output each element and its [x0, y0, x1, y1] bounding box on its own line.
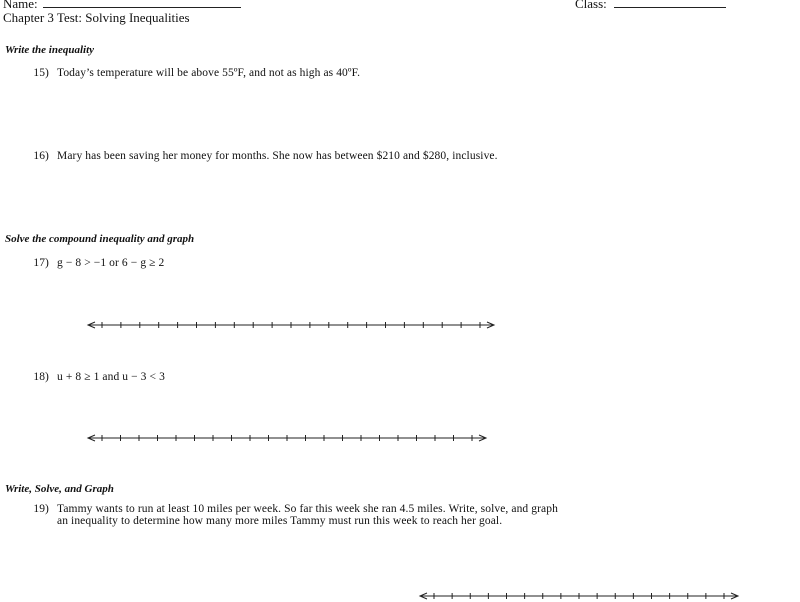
- number-line-17[interactable]: [86, 319, 496, 331]
- section-title-write-solve-graph: Write, Solve, and Graph: [5, 483, 114, 495]
- question-number: 15): [33, 67, 49, 79]
- question-text: Today’s temperature will be above 55ºF, and not as high as 40ºF.: [57, 67, 361, 79]
- question-19: [15, 503, 558, 515]
- class-label: Class:: [575, 0, 607, 11]
- section-title-write-inequality: Write the inequality: [5, 44, 95, 56]
- section-title-compound-inequality: Solve the compound inequality and graph: [5, 233, 195, 245]
- question-text: u + 8 ≥ 1 and u − 3 < 3: [57, 371, 165, 383]
- question-number: 17): [33, 257, 49, 269]
- name-label: Name:: [3, 0, 38, 11]
- class-field: [575, 0, 726, 12]
- question-19-continued: [57, 515, 502, 527]
- question-text-line-1: Tammy wants to run at least 10 miles per week. So far this week she ran 4.5 miles. Write, solve, and graph: [57, 503, 558, 515]
- question-number: 18): [33, 371, 49, 383]
- question-17: [15, 257, 164, 269]
- question-15: [15, 67, 360, 79]
- question-text: g − 8 > −1 or 6 − g ≥ 2: [57, 257, 165, 269]
- question-number: 19): [33, 503, 49, 515]
- question-number: 16): [33, 150, 49, 162]
- number-line-18[interactable]: [86, 432, 488, 444]
- question-16: [15, 150, 498, 162]
- name-blank[interactable]: [43, 0, 241, 8]
- page-title: Chapter 3 Test: Solving Inequalities: [3, 10, 190, 25]
- number-line-19[interactable]: [418, 590, 740, 602]
- question-text: Mary has been saving her money for months. She now has between $210 and $280, inclusive.: [57, 150, 498, 162]
- class-blank[interactable]: [614, 0, 726, 8]
- question-18: [15, 371, 165, 383]
- question-text-line-2: an inequality to determine how many more miles Tammy must run this week to reach her goal.: [57, 515, 503, 527]
